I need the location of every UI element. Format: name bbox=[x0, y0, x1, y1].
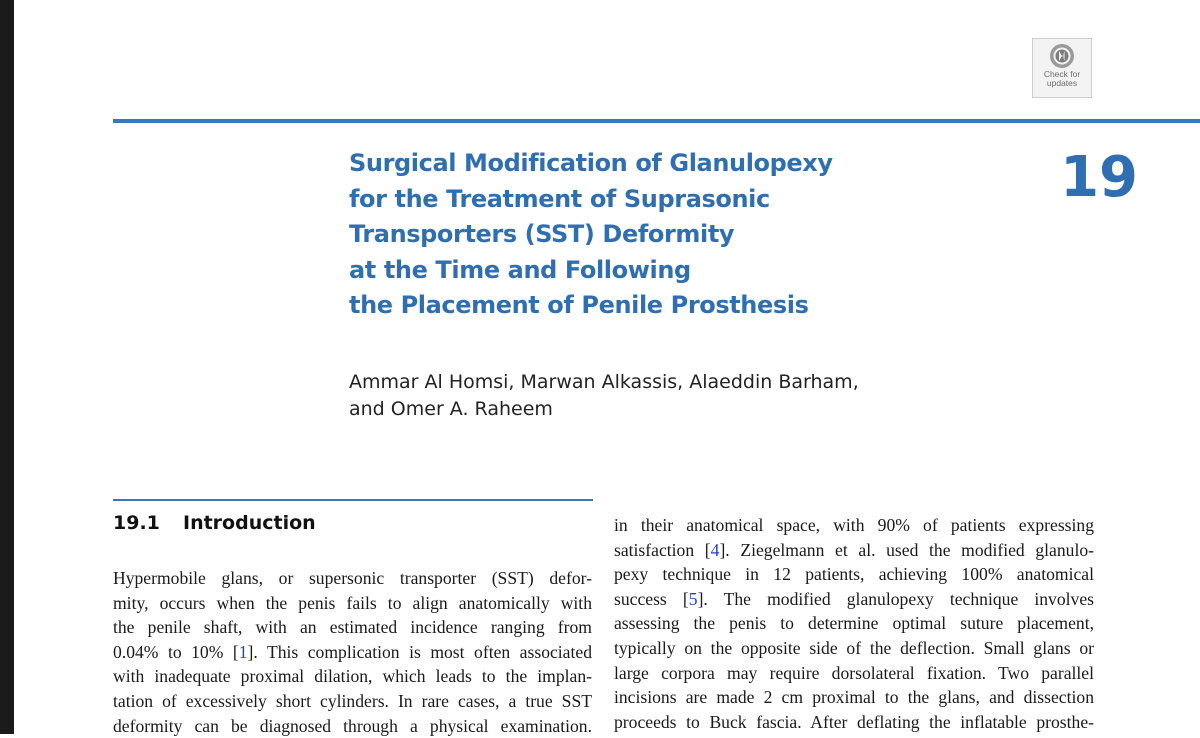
body-text: with inadequate proximal dilation, which leads to the implan- bbox=[113, 666, 592, 687]
citation-link[interactable]: 5 bbox=[688, 588, 698, 609]
body-text: pexy technique in 12 patients, achieving 100% anatomical bbox=[614, 564, 1094, 585]
body-text-line bbox=[614, 710, 1094, 735]
body-text-line bbox=[614, 587, 1094, 612]
body-text: mity, occurs when the penis fails to align anatomically with bbox=[113, 592, 592, 613]
chapter-title-line: the Placement of Penile Prosthesis bbox=[349, 291, 809, 319]
section-number: 19.1 bbox=[113, 512, 160, 534]
body-text-line bbox=[113, 664, 592, 689]
section-heading bbox=[113, 510, 316, 537]
viewer-left-edge bbox=[0, 0, 14, 734]
author-line: Ammar Al Homsi, Marwan Alkassis, Alaeddin Barham, bbox=[349, 371, 859, 393]
body-text-line bbox=[113, 591, 592, 616]
body-text: tation of excessively short cylinders. In rare cases, a true SST bbox=[113, 690, 592, 711]
chapter-title-line: Transporters (SST) Deformity bbox=[349, 220, 735, 248]
body-text-line bbox=[113, 640, 592, 665]
body-text-line bbox=[614, 661, 1094, 686]
chapter-number: 19 bbox=[1060, 145, 1138, 210]
body-text: Hypermobile glans, or supersonic transporter (SST) defor- bbox=[113, 568, 592, 588]
body-text: large corpora may require dorsolateral fixation. Two parallel bbox=[614, 662, 1094, 683]
body-text-line bbox=[614, 562, 1094, 587]
body-text: proceeds to Buck fascia. After deflating the inflatable prosthe- bbox=[614, 711, 1094, 732]
body-text-line bbox=[614, 636, 1094, 661]
body-column-right bbox=[614, 513, 1094, 734]
chapter-title-line: at the Time and Following bbox=[349, 255, 691, 284]
body-text: typically on the opposite side of the deflection. Small glans or bbox=[614, 637, 1094, 658]
body-text: success [ bbox=[614, 588, 689, 609]
body-text: incisions are made 2 cm proximal to the glans, and dissection bbox=[614, 687, 1094, 708]
body-text: the penile shaft, with an estimated incidence ranging from bbox=[113, 617, 592, 638]
body-text-line bbox=[614, 685, 1094, 710]
body-text: assessing the penis to determine optimal suture placement, bbox=[614, 613, 1094, 634]
body-text-line bbox=[113, 689, 592, 714]
body-text-line bbox=[113, 714, 592, 738]
body-column-left bbox=[113, 566, 592, 738]
body-text-line bbox=[614, 538, 1094, 563]
chapter-title-line: for the Treatment of Suprasonic bbox=[349, 184, 770, 213]
body-text: deformity can be diagnosed through a physical examination. bbox=[113, 715, 592, 736]
chapter-title-line: Surgical Modification of Glanulopexy bbox=[349, 149, 833, 177]
citation-link[interactable]: 1 bbox=[238, 641, 248, 662]
author-line: and Omer A. Raheem bbox=[349, 398, 553, 420]
body-text-line bbox=[614, 611, 1094, 636]
section-title: Introduction bbox=[183, 512, 316, 534]
body-text: ]. The modified glanulopexy technique involves bbox=[697, 588, 1094, 609]
body-text: ]. This complication is most often associated bbox=[247, 641, 592, 662]
citation-link[interactable]: 4 bbox=[710, 539, 720, 560]
body-text: 0.04% to 10% [ bbox=[113, 641, 239, 662]
body-text-line bbox=[113, 615, 592, 640]
check-for-updates-icon bbox=[1049, 43, 1075, 69]
body-text: satisfaction [ bbox=[614, 539, 711, 560]
chapter-title bbox=[349, 146, 949, 324]
check-for-updates-label: Check for updates bbox=[1043, 69, 1081, 88]
author-list bbox=[349, 369, 969, 423]
body-text: ]. Ziegelmann et al. used the modified glanulo- bbox=[719, 539, 1094, 560]
body-text-line bbox=[113, 566, 592, 591]
chapter-top-rule bbox=[113, 119, 1200, 123]
body-text: in their anatomical space, with 90% of patients expressing bbox=[614, 515, 1094, 535]
body-text-line bbox=[614, 513, 1094, 538]
check-for-updates-badge[interactable] bbox=[1032, 38, 1092, 98]
section-rule bbox=[113, 499, 593, 501]
